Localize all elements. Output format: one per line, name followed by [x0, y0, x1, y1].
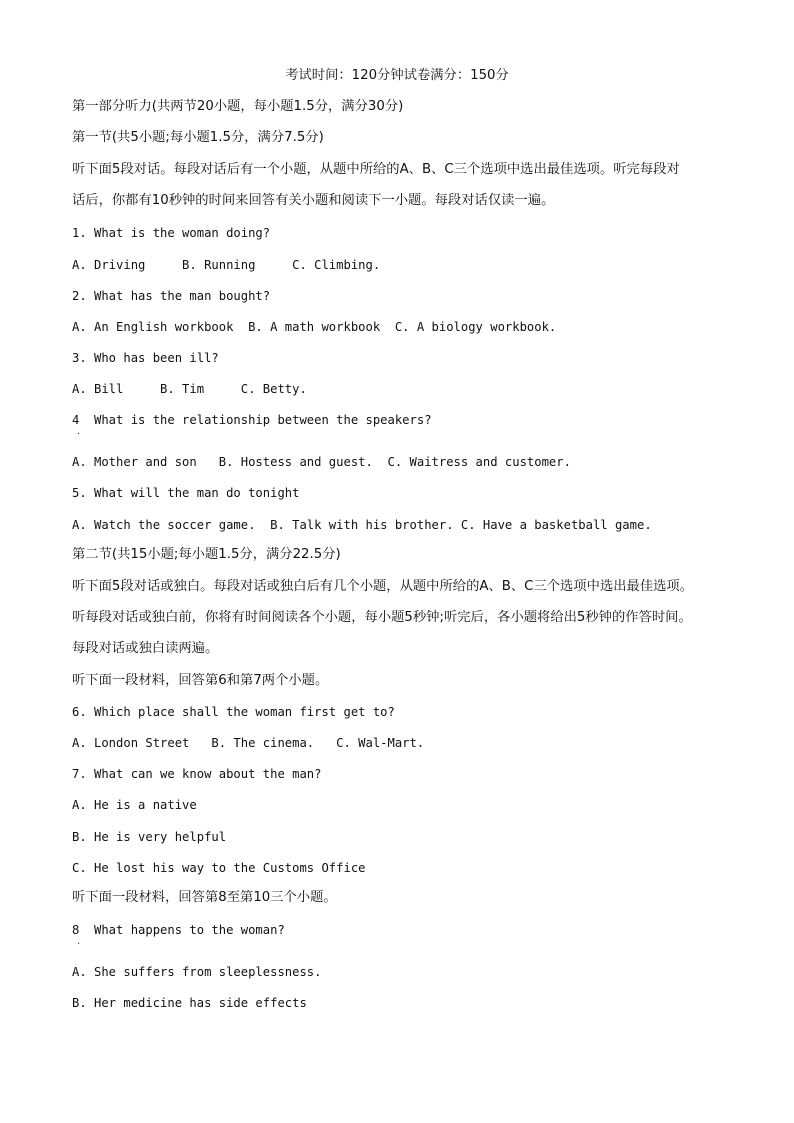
- question-6: 6. Which place shall the woman first get to?: [72, 705, 395, 719]
- question-7-option-b: B. He is very helpful: [72, 830, 227, 844]
- section2-instructions-line2: 听每段对话或独白前，你将有时间阅读各个小题，每小题5秒钟;听完后，各小题将给出5秒钟的作答时间。: [72, 610, 692, 625]
- question-5-options: A. Watch the soccer game. B. Talk with his brother. C. Have a basketball game.: [72, 518, 652, 532]
- question-6-options: A. London Street B. The cinema. C. Wal-Mart.: [72, 736, 425, 750]
- section2-heading: 第二节(共15小题;每小题1.5分，满分22.5分): [72, 547, 341, 562]
- part1-heading: 第一部分听力(共两节20小题，每小题1.5分，满分30分): [72, 99, 404, 114]
- section1-heading: 第一节(共5小题;每小题1.5分，满分7.5分): [72, 130, 324, 145]
- section2-instructions-line3: 每段对话或独白读两遍。: [72, 641, 219, 656]
- question-8: 8 What happens to the woman?: [72, 923, 285, 937]
- question-7: 7. What can we know about the man?: [72, 767, 322, 781]
- question-8-option-b: B. Her medicine has side effects: [72, 996, 307, 1010]
- question-3: 3. Who has been ill?: [72, 351, 219, 365]
- question-7-option-a: A. He is a native: [72, 798, 197, 812]
- question-5: 5. What will the man do tonight: [72, 486, 300, 500]
- question-1: 1. What is the woman doing?: [72, 226, 271, 240]
- material-6-7-intro: 听下面一段材料，回答第6和第7两个小题。: [72, 673, 329, 688]
- question-1-options: A. Driving B. Running C. Climbing.: [72, 258, 381, 272]
- question-2: 2. What has the man bought?: [72, 289, 271, 303]
- material-8-10-intro: 听下面一段材料，回答第8至第10三个小题。: [72, 890, 337, 905]
- section1-instructions-line2: 话后，你都有10秒钟的时间来回答有关小题和阅读下一小题。每段对话仅读一遍。: [72, 193, 555, 208]
- question-4-dot: ·: [77, 429, 81, 440]
- section1-instructions-line1: 听下面5段对话。每段对话后有一个小题，从题中所给的A、B、C三个选项中选出最佳选项。听完每段对: [72, 162, 680, 177]
- question-2-options: A. An English workbook B. A math workbook C. A biology workbook.: [72, 320, 557, 334]
- exam-info-header: 考试时间：120分钟试卷满分：150分: [285, 68, 509, 83]
- question-8-option-a: A. She suffers from sleeplessness.: [72, 965, 322, 979]
- question-4: 4 What is the relationship between the speakers?: [72, 413, 432, 427]
- question-8-dot: ·: [77, 939, 81, 950]
- section2-instructions-line1: 听下面5段对话或独白。每段对话或独白后有几个小题，从题中所给的A、B、C三个选项中选出最佳选项。: [72, 579, 694, 594]
- question-7-option-c: C. He lost his way to the Customs Office: [72, 861, 366, 875]
- question-4-options: A. Mother and son B. Hostess and guest. C. Waitress and customer.: [72, 455, 571, 469]
- question-3-options: A. Bill B. Tim C. Betty.: [72, 382, 307, 396]
